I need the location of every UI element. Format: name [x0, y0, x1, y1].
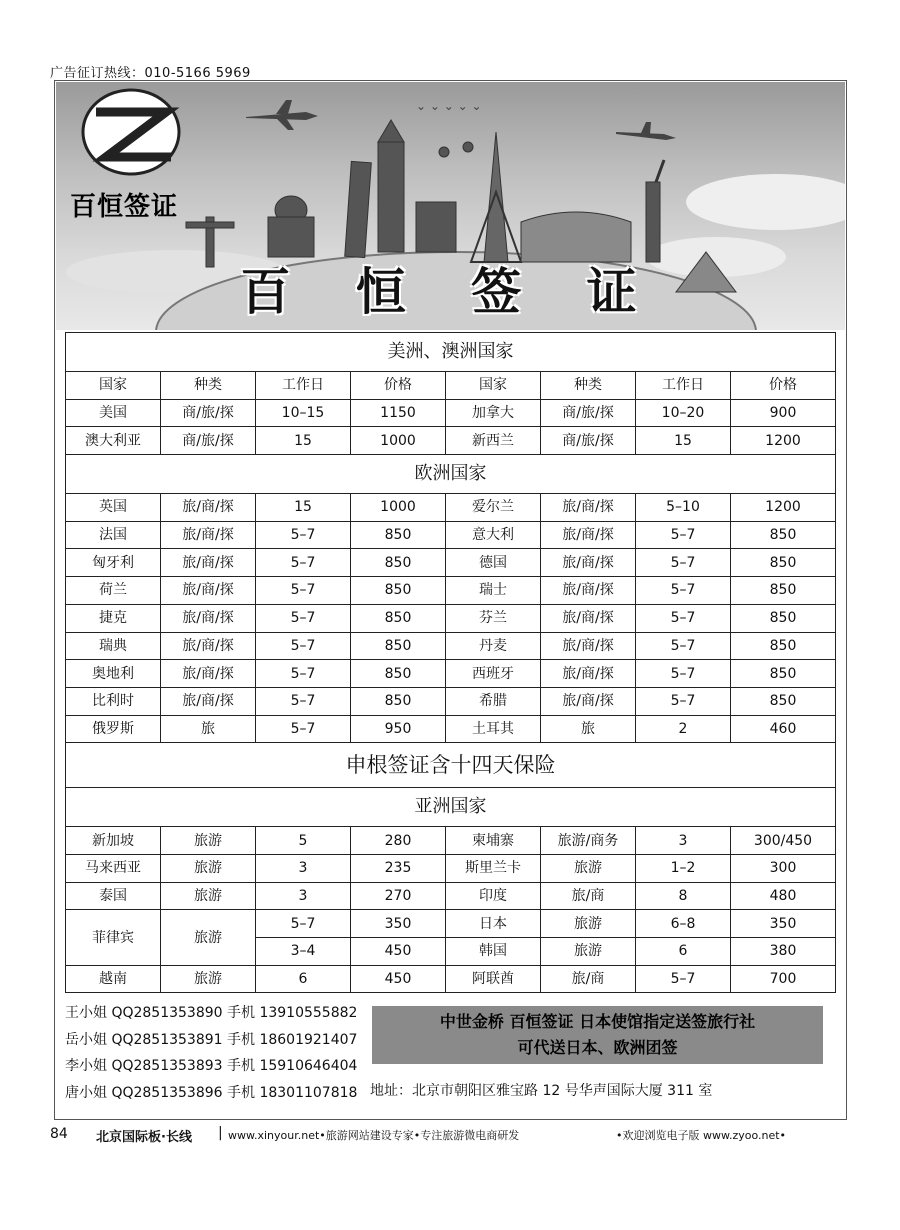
table-cell: 旅/商/探: [161, 632, 256, 660]
header-cell: 国家: [446, 372, 541, 400]
table-row: [66, 715, 836, 743]
table-cell: 700: [731, 965, 836, 993]
table-cell: 8: [636, 882, 731, 910]
table-cell: 商/旅/探: [161, 427, 256, 455]
table-row: [66, 494, 836, 522]
footer-right-text: •欢迎浏览电子版 www.zyoo.net•: [616, 1129, 787, 1142]
table-cell: 旅/商/探: [161, 549, 256, 577]
table-cell: 5–7: [636, 687, 731, 715]
contact-list: [65, 1000, 357, 1106]
table-cell: 旅/商/探: [541, 549, 636, 577]
table-cell: 旅游: [161, 965, 256, 993]
table-cell: 1150: [351, 399, 446, 427]
table-cell: 950: [351, 715, 446, 743]
header-row: [66, 372, 836, 400]
table-cell: 德国: [446, 549, 541, 577]
table-cell: 850: [731, 604, 836, 632]
table-cell: 旅: [161, 715, 256, 743]
section-asia: 亚洲国家: [66, 788, 836, 827]
table-cell: 旅/商/探: [541, 660, 636, 688]
table-cell: 15: [256, 427, 351, 455]
logo-text: 百恒签证: [70, 192, 179, 222]
table-cell: 1200: [731, 494, 836, 522]
table-row: [66, 660, 836, 688]
table-cell: 旅/商/探: [541, 521, 636, 549]
table-cell: 菲律宾: [66, 910, 161, 965]
table-cell: 比利时: [66, 687, 161, 715]
table-cell: 旅游: [541, 910, 636, 938]
table-cell: 450: [351, 938, 446, 966]
header-cell: 工作日: [256, 372, 351, 400]
table-cell: 15: [256, 494, 351, 522]
table-cell: 2: [636, 715, 731, 743]
table-cell: 380: [731, 938, 836, 966]
table-cell: 商/旅/探: [541, 427, 636, 455]
table-cell: 850: [351, 521, 446, 549]
table-cell: 300: [731, 854, 836, 882]
table-cell: 旅游: [161, 882, 256, 910]
header-cell: 价格: [731, 372, 836, 400]
table-cell: 460: [731, 715, 836, 743]
table-cell: 5–10: [636, 494, 731, 522]
contact-line: 王小姐 QQ2851353890 手机 13910555882: [65, 1005, 358, 1021]
notice-line2: 可代送日本、欧洲团签: [517, 1038, 678, 1057]
table-cell: 3: [256, 854, 351, 882]
table-cell: 850: [731, 549, 836, 577]
table-cell: 6: [636, 938, 731, 966]
table-cell: 旅/商/探: [161, 577, 256, 605]
table-cell: 土耳其: [446, 715, 541, 743]
table-cell: 旅/商/探: [161, 687, 256, 715]
table-cell: 850: [731, 632, 836, 660]
visa-price-table: [65, 332, 836, 993]
table-cell: 1000: [351, 494, 446, 522]
table-cell: 6: [256, 965, 351, 993]
section-americas: 美洲、澳洲国家: [66, 333, 836, 372]
contact-line: 李小姐 QQ2851353893 手机 15910646404: [65, 1058, 358, 1074]
table-cell: 850: [731, 577, 836, 605]
footer-divider: |: [218, 1125, 223, 1141]
table-cell: 韩国: [446, 938, 541, 966]
table-cell: 匈牙利: [66, 549, 161, 577]
table-cell: 旅/商/探: [161, 660, 256, 688]
table-cell: 泰国: [66, 882, 161, 910]
table-cell: 商/旅/探: [541, 399, 636, 427]
table-row: [66, 827, 836, 855]
table-cell: 旅/商/探: [161, 521, 256, 549]
table-cell: 法国: [66, 521, 161, 549]
table-cell: 1–2: [636, 854, 731, 882]
table-cell: 旅游/商务: [541, 827, 636, 855]
table-cell: 马来西亚: [66, 854, 161, 882]
table-row: [66, 604, 836, 632]
header-cell: 种类: [541, 372, 636, 400]
table-cell: 5–7: [256, 632, 351, 660]
table-cell: 捷克: [66, 604, 161, 632]
ad-hotline: 广告征订热线：010-5166 5969: [50, 66, 251, 81]
airplane-icon: [246, 100, 318, 130]
notice-line1: 中世金桥 百恒签证 日本使馆指定送签旅行社: [439, 1012, 756, 1031]
table-cell: 10–20: [636, 399, 731, 427]
table-cell: 270: [351, 882, 446, 910]
table-cell: 235: [351, 854, 446, 882]
table-cell: 450: [351, 965, 446, 993]
table-cell: 5–7: [256, 521, 351, 549]
table-cell: 5–7: [636, 577, 731, 605]
table-cell: 俄罗斯: [66, 715, 161, 743]
table-cell: 850: [731, 687, 836, 715]
footer-left-text: www.xinyour.net•旅游网站建设专家•专注旅游微电商研发: [228, 1129, 520, 1142]
table-cell: 850: [731, 660, 836, 688]
header-cell: 工作日: [636, 372, 731, 400]
table-row: [66, 854, 836, 882]
table-cell: 印度: [446, 882, 541, 910]
table-cell: 5–7: [256, 660, 351, 688]
table-cell: 斯里兰卡: [446, 854, 541, 882]
table-cell: 3: [636, 827, 731, 855]
table-row: [66, 521, 836, 549]
header-cell: 价格: [351, 372, 446, 400]
table-cell: 850: [731, 521, 836, 549]
table-cell: 15: [636, 427, 731, 455]
table-cell: 5–7: [256, 577, 351, 605]
table-cell: 1200: [731, 427, 836, 455]
table-cell: 850: [351, 632, 446, 660]
table-cell: 旅: [541, 715, 636, 743]
table-cell: 900: [731, 399, 836, 427]
table-cell: 5: [256, 827, 351, 855]
table-cell: 旅/商/探: [541, 577, 636, 605]
section-europe: 欧洲国家: [66, 455, 836, 494]
table-cell: 越南: [66, 965, 161, 993]
banner-title: 百 恒 签 证: [240, 263, 661, 321]
table-cell: 5–7: [636, 549, 731, 577]
table-cell: 5–7: [256, 715, 351, 743]
table-row: [66, 882, 836, 910]
table-cell: 西班牙: [446, 660, 541, 688]
table-cell: 5–7: [256, 549, 351, 577]
table-cell: 5–7: [256, 910, 351, 938]
table-cell: 5–7: [636, 521, 731, 549]
table-cell: 5–7: [256, 687, 351, 715]
banner: [56, 82, 845, 330]
table-cell: 10–15: [256, 399, 351, 427]
table-cell: 旅/商/探: [541, 687, 636, 715]
table-cell: 480: [731, 882, 836, 910]
table-cell: 澳大利亚: [66, 427, 161, 455]
table-cell: 旅游: [541, 854, 636, 882]
logo-icon: [83, 90, 179, 174]
table-cell: 希腊: [446, 687, 541, 715]
table-cell: 荷兰: [66, 577, 161, 605]
address: 地址：北京市朝阳区雅宝路 12 号华声国际大厦 311 室: [370, 1083, 713, 1099]
table-row: [66, 549, 836, 577]
table-cell: 旅/商/探: [161, 604, 256, 632]
table-row: [66, 687, 836, 715]
table-cell: 3–4: [256, 938, 351, 966]
footer-section: 北京国际板·长线: [96, 1130, 192, 1145]
table-cell: 旅/商/探: [541, 604, 636, 632]
section-schengen: 申根签证含十四天保险: [66, 743, 836, 788]
table-cell: 5–7: [636, 965, 731, 993]
table-cell: 商/旅/探: [161, 399, 256, 427]
svg-text:⌄ ⌄ ⌄ ⌄ ⌄: ⌄ ⌄ ⌄ ⌄ ⌄: [416, 99, 482, 113]
table-cell: 850: [351, 687, 446, 715]
table-cell: 日本: [446, 910, 541, 938]
table-cell: 850: [351, 660, 446, 688]
table-cell: 旅/商/探: [541, 632, 636, 660]
table-cell: 芬兰: [446, 604, 541, 632]
table-cell: 新西兰: [446, 427, 541, 455]
table-row: [66, 577, 836, 605]
table-cell: 350: [351, 910, 446, 938]
table-cell: 旅/商/探: [541, 494, 636, 522]
table-cell: 旅游: [161, 827, 256, 855]
table-cell: 280: [351, 827, 446, 855]
table-cell: 新加坡: [66, 827, 161, 855]
table-cell: 5–7: [636, 632, 731, 660]
table-cell: 300/450: [731, 827, 836, 855]
table-cell: 6–8: [636, 910, 731, 938]
table-cell: 旅/商: [541, 965, 636, 993]
table-cell: 加拿大: [446, 399, 541, 427]
table-cell: 阿联酋: [446, 965, 541, 993]
table-cell: 5–7: [636, 604, 731, 632]
table-cell: 瑞典: [66, 632, 161, 660]
header-cell: 国家: [66, 372, 161, 400]
table-row: [66, 427, 836, 455]
table-cell: 350: [731, 910, 836, 938]
table-cell: 爱尔兰: [446, 494, 541, 522]
contact-line: 唐小姐 QQ2851353896 手机 18301107818: [65, 1084, 358, 1101]
table-cell: 850: [351, 549, 446, 577]
table-cell: 3: [256, 882, 351, 910]
table-cell: 5–7: [636, 660, 731, 688]
contact-line: 岳小姐 QQ2851353891 手机 18601921407: [65, 1031, 358, 1048]
table-cell: 旅游: [541, 938, 636, 966]
table-row: [66, 632, 836, 660]
table-cell: 意大利: [446, 521, 541, 549]
table-cell: 柬埔寨: [446, 827, 541, 855]
table-cell: 英国: [66, 494, 161, 522]
table-cell: 美国: [66, 399, 161, 427]
table-cell: 旅游: [161, 854, 256, 882]
table-cell: 850: [351, 577, 446, 605]
table-cell: 850: [351, 604, 446, 632]
airplane-icon: [616, 122, 676, 140]
table-cell: 旅/商/探: [161, 494, 256, 522]
table-row: [66, 965, 836, 993]
table-cell: 1000: [351, 427, 446, 455]
header-cell: 种类: [161, 372, 256, 400]
table-cell: 旅游: [161, 910, 256, 965]
table-row: [66, 399, 836, 427]
table-cell: 奥地利: [66, 660, 161, 688]
table-cell: 瑞士: [446, 577, 541, 605]
table-cell: 旅/商: [541, 882, 636, 910]
page-number: 84: [50, 1126, 68, 1142]
notice-box: [372, 1006, 823, 1064]
table-cell: 5–7: [256, 604, 351, 632]
table-cell: 丹麦: [446, 632, 541, 660]
table-row: [66, 910, 836, 938]
